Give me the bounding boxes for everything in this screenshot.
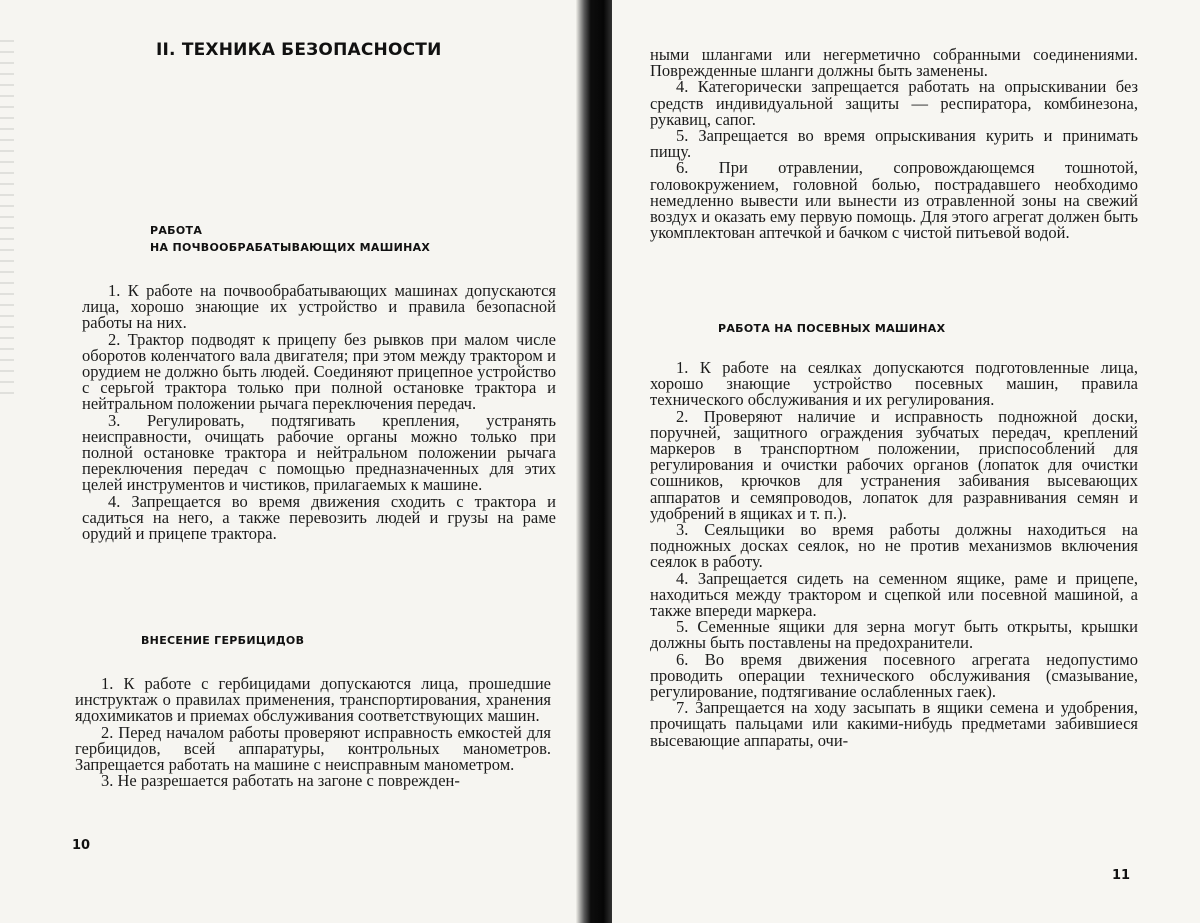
paragraph: 3. Сеяльщики во время работы должны находиться на подножных досках сеялок, но не против механизмов включения сеялок в работу. — [650, 522, 1138, 571]
paragraph: 4. Категорически запрещается работать на опрыскивании без средств индивидуальной защиты — респиратора, комбинезона, рукавиц, сапог. — [650, 79, 1138, 128]
page-number-left: 10 — [72, 838, 90, 853]
paragraph: 1. К работе на почвообрабатывающих машинах допускаются лица, хорошо знающие их устройство и правила безопасной работы на них. — [82, 283, 556, 332]
page-number-right: 11 — [1112, 868, 1130, 883]
paragraph: 3. Регулировать, подтягивать крепления, устранять неисправности, очищать рабочие органы можно только при полной остановке трактора и нейтральном положении рычага переключения передач с помощью предназначенных для этих целей инструментов и чистиков, прилагаемых к машине. — [82, 413, 556, 494]
paragraph: 4. Запрещается сидеть на семенном ящике, раме и прицепе, находиться между трактором и сцепкой или посевной машиной, а также впереди маркера. — [650, 571, 1138, 620]
main-title: II. ТЕХНИКА БЕЗОПАСНОСТИ — [156, 40, 442, 60]
paragraph: 6. При отравлении, сопровождающемся тошнотой, головокружением, головной болью, пострадавшего необходимо немедленно вывести или вынести из отравленной зоны на свежий воздух и оказать ему первую помощь. Для этого агрегат должен быть укомплектован аптечкой и бачком с чистой питьевой водой. — [650, 160, 1138, 241]
paragraph: 5. Запрещается во время опрыскивания курить и принимать пищу. — [650, 128, 1138, 160]
paragraph: 5. Семенные ящики для зерна могут быть открыты, крышки должны быть поставлены на предохранители. — [650, 619, 1138, 651]
paragraph: 2. Трактор подводят к прицепу без рывков при малом числе оборотов коленчатого вала двигателя; при этом между трактором и орудием не должно быть людей. Соединяют прицепное устройство с серьгой трактора только при полной остановке трактора и нейтральном положении рычага переключения передач. — [82, 332, 556, 413]
section1-title-line1: РАБОТА — [150, 222, 430, 239]
section1-title — [150, 222, 430, 256]
paragraph: 2. Проверяют наличие и исправность подножной доски, поручней, защитного ограждения зубчатых передач, креплений маркеров в транспортном положении, приспособлений для регулирования и очистки рабочих органов (лопаток для очистки сошников, крючков для устранения забивания высевающих аппаратов и семяпроводов, лопаток для разравнивания семян и удобрений в ящиках и т. п.). — [650, 409, 1138, 522]
page-edge-marks — [0, 40, 14, 400]
section2-title: ВНЕСЕНИЕ ГЕРБИЦИДОВ — [141, 632, 304, 649]
section1-title-line2: НА ПОЧВООБРАБАТЫВАЮЩИХ МАШИНАХ — [150, 239, 430, 256]
paragraph: 3. Не разрешается работать на загоне с поврежден- — [75, 773, 551, 789]
paragraph: 1. К работе на сеялках допускаются подготовленные лица, хорошо знающие устройство посевных машин, правила технического обслуживания и их регулирования. — [650, 360, 1138, 409]
continuation-body — [650, 47, 1138, 241]
paragraph: 7. Запрещается на ходу засыпать в ящики семена и удобрения, прочищать пальцами или какими-нибудь предметами забившиеся высевающие аппараты, очи- — [650, 700, 1138, 749]
section3-title: РАБОТА НА ПОСЕВНЫХ МАШИНАХ — [718, 320, 945, 337]
paragraph: 1. К работе с гербицидами допускаются лица, прошедшие инструктаж о правилах применения, транспортирования, хранения ядохимикатов и приемах обслуживания соответствующих машин. — [75, 676, 551, 725]
paragraph: 2. Перед началом работы проверяют исправность емкостей для гербицидов, всей аппаратуры, контрольных манометров. Запрещается работать на машине с неисправным манометром. — [75, 725, 551, 774]
left-page — [0, 0, 586, 923]
right-page — [612, 0, 1200, 923]
paragraph: 4. Запрещается во время движения сходить с трактора и садиться на него, а также перевозить людей и грузы на раме орудий и прицепе трактора. — [82, 494, 556, 543]
section1-body — [82, 283, 556, 542]
section2-body — [75, 676, 551, 789]
paragraph: ными шлангами или негерметично собранными соединениями. Поврежденные шланги должны быть заменены. — [650, 47, 1138, 79]
paragraph: 6. Во время движения посевного агрегата недопустимо проводить операции технического обслуживания (смазывание, регулирование, подтягивание ослабленных гаек). — [650, 652, 1138, 701]
section3-body — [650, 360, 1138, 749]
